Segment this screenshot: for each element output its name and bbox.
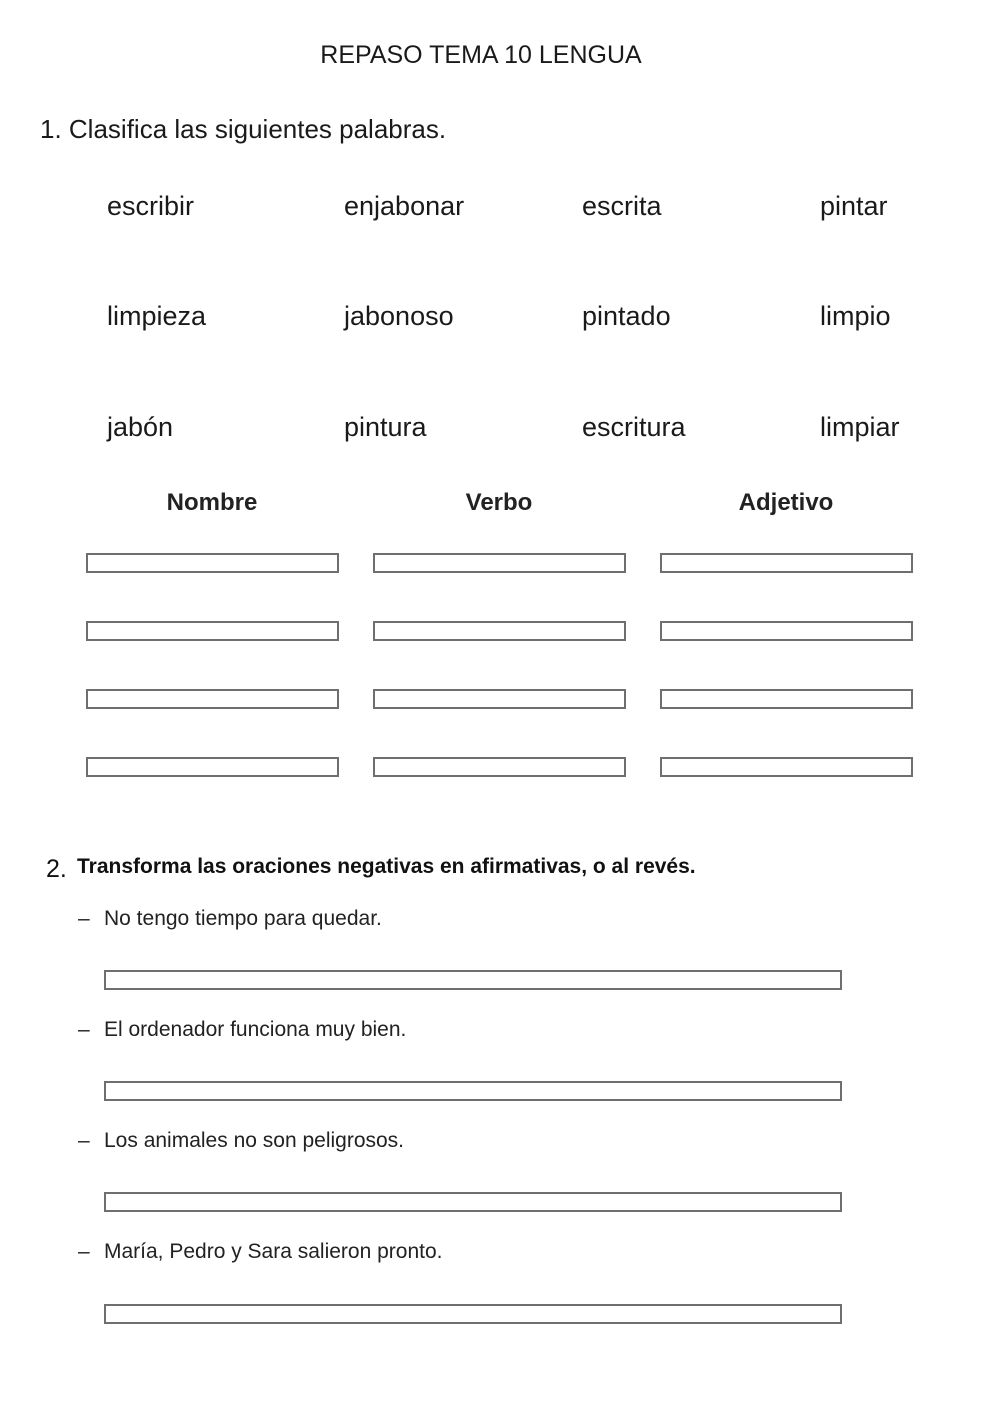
column-header-nombre: Nombre (166, 489, 258, 516)
word-item: pintado (582, 301, 671, 331)
answer-box-nombre-2[interactable] (86, 621, 339, 641)
sentence-item (78, 907, 382, 931)
answer-box-verbo-4[interactable] (373, 757, 626, 777)
sentence-text: No tengo tiempo para quedar. (104, 907, 382, 930)
sentence-text: El ordenador funciona muy bien. (104, 1018, 407, 1041)
sentence-text: Los animales no son peligrosos. (104, 1129, 405, 1152)
word-item: limpiar (820, 412, 900, 442)
sentence-item (78, 1240, 443, 1264)
answer-box-nombre-1[interactable] (86, 553, 339, 573)
word-item: escritura (582, 412, 686, 442)
answer-line-2[interactable] (104, 1081, 842, 1101)
word-item: limpio (820, 301, 891, 331)
answer-box-adjetivo-1[interactable] (660, 553, 913, 573)
exercise-2-number: 2. (46, 855, 67, 883)
answer-box-adjetivo-3[interactable] (660, 689, 913, 709)
sentence-item (78, 1129, 404, 1153)
answer-box-nombre-3[interactable] (86, 689, 339, 709)
answer-line-4[interactable] (104, 1304, 842, 1324)
word-item: enjabonar (344, 191, 465, 221)
dash-bullet: – (78, 1129, 90, 1152)
column-header-verbo: Verbo (465, 489, 533, 516)
answer-line-3[interactable] (104, 1192, 842, 1212)
word-item: jabonoso (344, 301, 454, 331)
dash-bullet: – (78, 1018, 90, 1041)
answer-box-nombre-4[interactable] (86, 757, 339, 777)
exercise-2-prompt: Transforma las oraciones negativas en afirmativas, o al revés. (77, 855, 696, 878)
answer-box-verbo-2[interactable] (373, 621, 626, 641)
dash-bullet: – (78, 1240, 90, 1263)
answer-box-verbo-3[interactable] (373, 689, 626, 709)
word-item: escribir (107, 191, 195, 221)
word-item: jabón (107, 412, 174, 442)
answer-box-adjetivo-4[interactable] (660, 757, 913, 777)
column-header-adjetivo: Adjetivo (738, 489, 834, 516)
word-item: escrita (582, 191, 662, 221)
word-item: pintar (820, 191, 888, 221)
answer-box-adjetivo-2[interactable] (660, 621, 913, 641)
worksheet-title: REPASO TEMA 10 LENGUA (320, 41, 642, 69)
sentence-item (78, 1018, 406, 1042)
dash-bullet: – (78, 907, 90, 930)
sentence-text: María, Pedro y Sara salieron pronto. (104, 1240, 443, 1263)
exercise-1-prompt: 1. Clasifica las siguientes palabras. (40, 114, 447, 144)
word-item: limpieza (107, 301, 207, 331)
answer-line-1[interactable] (104, 970, 842, 990)
word-item: pintura (344, 412, 427, 442)
answer-box-verbo-1[interactable] (373, 553, 626, 573)
